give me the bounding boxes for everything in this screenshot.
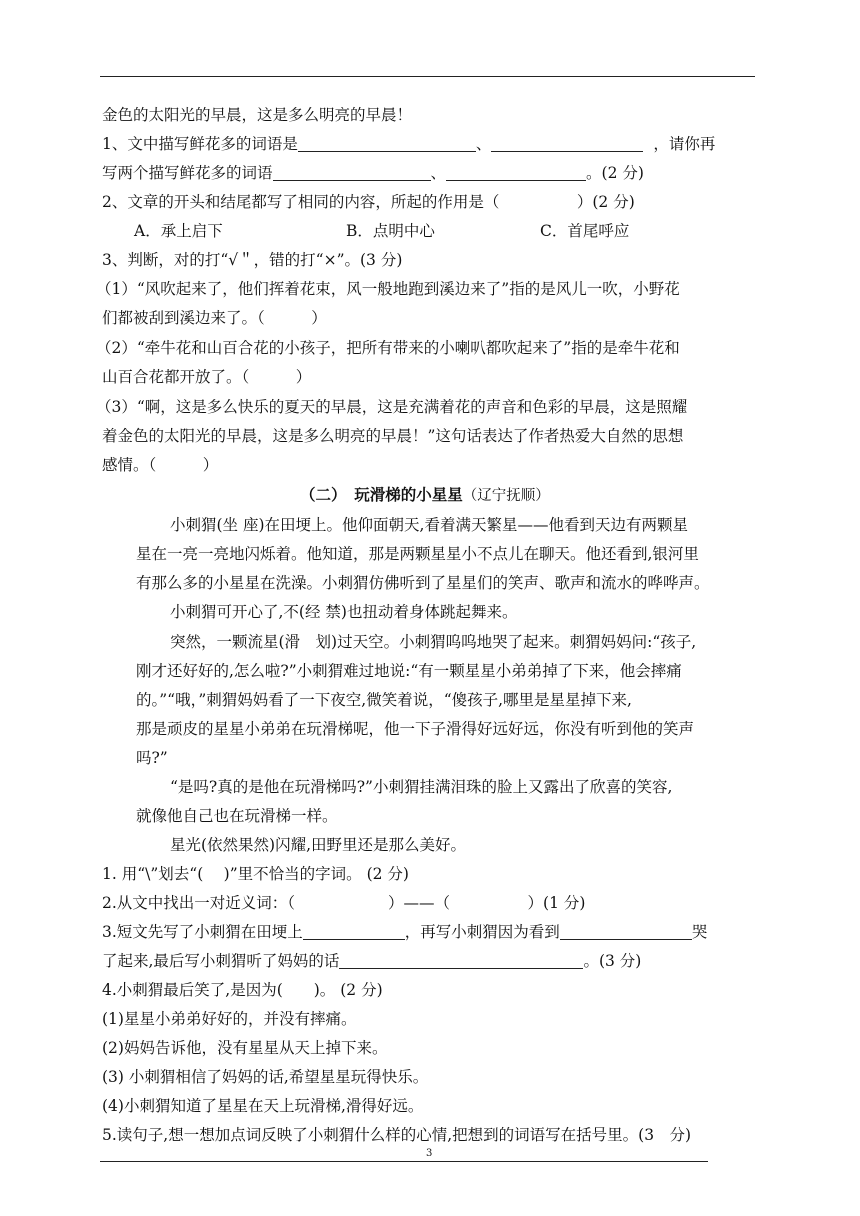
question-3-item-2: （2）“牵牛花和山百合花的小孩子，把所有带来的小喇叭都吹起来了”指的是牵牛花和 (96, 339, 680, 357)
question-text: 哭 (691, 923, 708, 941)
question-text: 3.短文先写了小刺猬在田埂上 (102, 923, 303, 941)
story-paragraph-line: 小刺猬(坐 座)在田埂上。他仰面朝天,看着满天繁星——他看到天边有两颗星 (170, 516, 688, 534)
question-2-option-a: A．承上启下 (134, 222, 223, 240)
question-2-option-b: B．点明中心 (346, 222, 435, 240)
question-3-item-3: 感情。（ ） (102, 456, 219, 474)
separator: 、 (475, 135, 492, 153)
story-question-5: 5.读句子,想一想加点词反映了小刺猬什么样的心情,把想到的词语写在括号里。(3 分) (102, 1126, 692, 1144)
answer-blank[interactable] (298, 135, 476, 152)
story-paragraph-line: 吗?” (136, 749, 168, 767)
story-question-4-option: (4)小刺猬知道了星星在天上玩滑梯,滑得好远。 (102, 1097, 424, 1115)
story-paragraph-line: 小刺猬可开心了,不(经 禁)也扭动着身体跳起舞来。 (170, 603, 518, 621)
page-number: 3 (426, 1148, 433, 1159)
story-paragraph-line: 星在一亮一亮地闪烁着。他知道，那是两颗星星小不点儿在聊天。他还看到,银河里 (136, 545, 699, 563)
story-question-4-option: (2)妈妈告诉他，没有星星从天上掉下来。 (102, 1039, 388, 1057)
answer-blank[interactable] (303, 923, 405, 940)
story-question-4-option: (1)星星小弟弟好好的，并没有摔痛。 (102, 1010, 357, 1028)
story-question-4: 4.小刺猬最后笑了,是因为( )。 (2 分) (102, 981, 383, 999)
question-2-option-c: C．首尾呼应 (540, 222, 630, 240)
story-paragraph-line: “是吗?真的是他在玩滑梯吗?”小刺猬挂满泪珠的脸上又露出了欣喜的笑容, (170, 778, 673, 796)
answer-blank[interactable] (339, 952, 583, 969)
footer-rule (100, 1161, 708, 1162)
question-2: 2、文章的开头和结尾都写了相同的内容，所起的作用是（ ）(2 分) (102, 193, 635, 211)
question-3-item-3: （3）“啊，这是多么快乐的夏天的早晨，这是充满着花的声音和色彩的早晨，这是照耀 (96, 398, 688, 416)
question-text: ，请你再 (653, 135, 716, 153)
question-1-line-2 (102, 162, 644, 184)
story-question-2: 2.从文中找出一对近义词：（ ）——（ ）(1 分) (102, 894, 586, 912)
question-text: ，再写小刺猬因为看到 (404, 923, 560, 941)
question-text: 1、文中描写鲜花多的词语是 (102, 135, 298, 153)
story-paragraph-line: 的。”“哦，”刺猬妈妈看了一下夜空,微笑着说，“傻孩子,哪里是星星掉下来, (136, 691, 632, 709)
separator: 、 (430, 164, 447, 182)
question-3-item-1: 们都被刮到溪边来了。（ ） (102, 309, 327, 327)
story-paragraph-line: 那是顽皮的星星小弟弟在玩滑梯呢，他一下子滑得好远好远，你没有听到他的笑声 (136, 720, 695, 738)
section-source: （辽宁抚顺） (462, 488, 550, 504)
question-text: 。(3 分) (583, 952, 642, 970)
text-line: 金色的太阳光的早晨，这是多么明亮的早晨！ (102, 106, 413, 124)
section-heading: （二） 玩滑梯的小星星 (300, 485, 463, 504)
question-1-line-1 (102, 133, 715, 155)
question-3-item-2: 山百合花都开放了。（ ） (102, 368, 312, 386)
story-question-1: 1. 用“\”划去“( )”里不恰当的字词。 (2 分) (102, 865, 409, 883)
story-question-3-line-2 (102, 950, 641, 972)
question-text: 写两个描写鲜花多的词语 (102, 164, 273, 182)
story-paragraph-line: 刚才还好好的,怎么啦?”小刺猬难过地说:“有一颗星星小弟弟掉了下来，他会摔痛 (136, 662, 682, 680)
answer-blank[interactable] (446, 164, 586, 181)
story-paragraph-line: 星光(依然果然)闪耀,田野里还是那么美好。 (170, 836, 467, 854)
story-paragraph-line: 突然，一颗流星(滑 划)过天空。小刺猬呜呜地哭了起来。刺猬妈妈问:“孩子, (170, 633, 697, 651)
answer-blank[interactable] (273, 164, 431, 181)
section-title (300, 484, 550, 507)
question-3-item-1: （1）“风吹起来了，他们挥着花束，风一般地跑到溪边来了”指的是风儿一吹，小野花 (96, 280, 680, 298)
answer-blank[interactable] (560, 923, 692, 940)
story-paragraph-line: 有那么多的小星星在洗澡。小刺猬仿佛听到了星星们的笑声、歌声和流水的哗哗声。 (136, 574, 710, 592)
answer-blank[interactable] (491, 135, 643, 152)
question-text: 了起来,最后写小刺猬听了妈妈的话 (102, 952, 340, 970)
story-paragraph-line: 就像他自己也在玩滑梯一样。 (136, 807, 338, 825)
story-question-3-line-1 (102, 921, 707, 943)
header-rule (100, 76, 755, 77)
question-3-item-3: 着金色的太阳光的早晨，这是多么明亮的早晨！”这句话表达了作者热爱大自然的思想 (102, 427, 684, 445)
question-text: 。(2 分) (586, 164, 644, 182)
story-question-4-option: (3) 小刺猬相信了妈妈的话,希望星星玩得快乐。 (102, 1068, 429, 1086)
question-3: 3、判断，对的打“√＂，错的打“×”。(3 分) (102, 251, 403, 269)
